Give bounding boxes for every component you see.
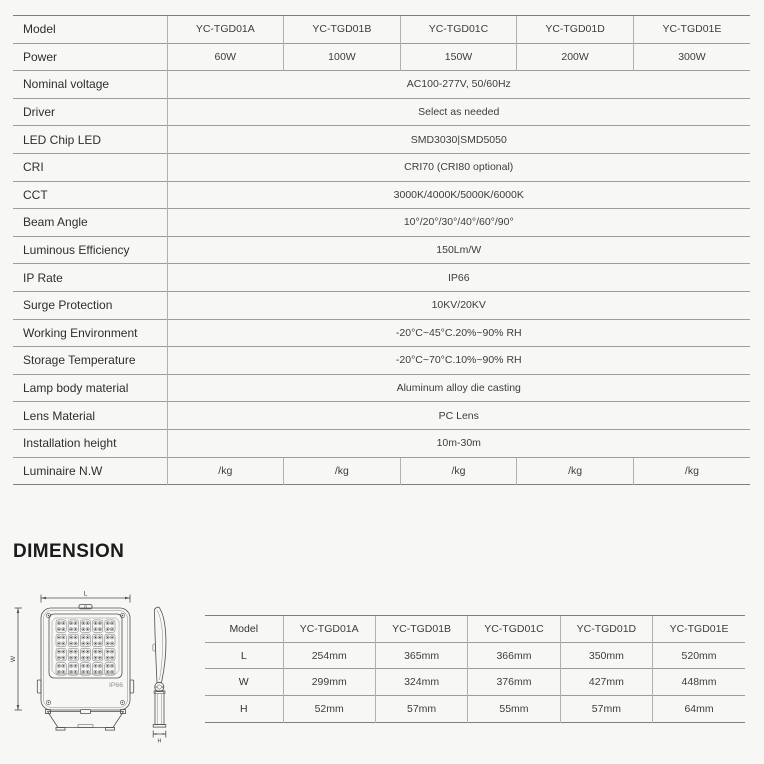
spec-row-ip-rate: [13, 264, 750, 292]
spec-merged-value: CRI70 (CRI80 optional): [167, 153, 750, 181]
spec-value-cell: YC-TGD01C: [400, 16, 517, 44]
spec-row-installation-height: [13, 429, 750, 457]
spec-row-label: Driver: [13, 98, 167, 126]
spec-merged-value: 3000K/4000K/5000K/6000K: [167, 181, 750, 209]
spec-merged-value: IP66: [167, 264, 750, 292]
spec-merged-value: Aluminum alloy die casting: [167, 374, 750, 402]
mounting-bracket: [46, 710, 126, 731]
spec-value-cell: 150W: [400, 43, 517, 71]
dimension-header-row: [205, 616, 745, 643]
spec-merged-value: -20°C~70°C.10%~90% RH: [167, 347, 750, 375]
spec-table: [13, 15, 750, 485]
dimension-value-cell: 64mm: [653, 696, 745, 723]
spec-row-label: Luminous Efficiency: [13, 236, 167, 264]
dimension-value-cell: 57mm: [560, 696, 652, 723]
spec-row-driver: [13, 98, 750, 126]
led-array: [56, 620, 115, 675]
right-lug: [130, 680, 134, 693]
spec-value-cell: YC-TGD01A: [167, 16, 284, 44]
spec-row-label: CCT: [13, 181, 167, 209]
spec-merged-value: AC100-277V, 50/60Hz: [167, 71, 750, 99]
spec-row-label: Model: [13, 16, 167, 44]
dimension-section-title: DIMENSION: [13, 541, 125, 562]
spec-row-label: Nominal voltage: [13, 71, 167, 99]
spec-row-power: [13, 43, 750, 71]
spec-row-label: Storage Temperature: [13, 347, 167, 375]
left-lug: [37, 680, 41, 693]
dimension-line-height: [153, 731, 166, 738]
dimension-value-cell: 254mm: [283, 642, 375, 669]
spec-value-cell: /kg: [167, 457, 284, 485]
spec-row-led-chip-led: [13, 126, 750, 154]
dimension-row-label: W: [205, 669, 283, 696]
spec-value-cell: 300W: [633, 43, 750, 71]
dim-label-l: L: [83, 590, 88, 598]
spec-row-nominal-voltage: [13, 71, 750, 99]
spec-value-cell: /kg: [400, 457, 517, 485]
spec-value-cell: YC-TGD01B: [284, 16, 401, 44]
spec-row-label: Surge Protection: [13, 291, 167, 319]
dimension-header-cell: YC-TGD01B: [375, 616, 467, 643]
spec-value-cell: /kg: [284, 457, 401, 485]
spec-row-label: Lens Material: [13, 402, 167, 430]
spec-row-label: Working Environment: [13, 319, 167, 347]
dim-label-h: H: [157, 738, 162, 745]
dimension-value-cell: 324mm: [375, 669, 467, 696]
dimension-header-cell: YC-TGD01A: [283, 616, 375, 643]
spec-merged-value: SMD3030|SMD5050: [167, 126, 750, 154]
spec-row-cri: [13, 153, 750, 181]
dimension-header-cell: YC-TGD01D: [560, 616, 652, 643]
spec-value-cell: YC-TGD01E: [633, 16, 750, 44]
spec-merged-value: 10m-30m: [167, 429, 750, 457]
spec-row-luminaire-n-w: [13, 457, 750, 485]
spec-value-cell: 100W: [284, 43, 401, 71]
spec-row-label: Power: [13, 43, 167, 71]
spec-row-label: Installation height: [13, 429, 167, 457]
dimension-row-h: [205, 696, 745, 723]
spec-row-label: Beam Angle: [13, 209, 167, 237]
dimension-value-cell: 55mm: [468, 696, 560, 723]
spec-row-label: Lamp body material: [13, 374, 167, 402]
hinge-knuckle: [155, 682, 164, 691]
spec-merged-value: 10°/20°/30°/40°/60°/90°: [167, 209, 750, 237]
spec-row-storage-temperature: [13, 347, 750, 375]
dimension-value-cell: 427mm: [560, 669, 652, 696]
spec-row-lens-material: [13, 402, 750, 430]
dimension-row-l: [205, 642, 745, 669]
spec-row-label: CRI: [13, 153, 167, 181]
dimension-value-cell: 57mm: [375, 696, 467, 723]
dimension-value-cell: 520mm: [653, 642, 745, 669]
spec-row-lamp-body-material: [13, 374, 750, 402]
spec-merged-value: PC Lens: [167, 402, 750, 430]
spec-value-cell: YC-TGD01D: [517, 16, 634, 44]
spec-row-label: IP Rate: [13, 264, 167, 292]
dimension-row-label: L: [205, 642, 283, 669]
spec-row-surge-protection: [13, 291, 750, 319]
floodlight-dimension-drawing: [10, 586, 200, 761]
dimension-table: [205, 615, 745, 723]
dimension-header-cell: YC-TGD01C: [468, 616, 560, 643]
spec-merged-value: 10KV/20KV: [167, 291, 750, 319]
dimension-value-cell: 365mm: [375, 642, 467, 669]
spec-merged-value: -20°C~45°C.20%~90% RH: [167, 319, 750, 347]
spec-value-cell: /kg: [633, 457, 750, 485]
dimension-value-cell: 350mm: [560, 642, 652, 669]
dimension-row-label: H: [205, 696, 283, 723]
spec-value-cell: 200W: [517, 43, 634, 71]
ip-rating-label: IP66: [109, 682, 123, 689]
dimension-value-cell: 366mm: [468, 642, 560, 669]
dimension-value-cell: 52mm: [283, 696, 375, 723]
spec-value-cell: /kg: [517, 457, 634, 485]
spec-row-beam-angle: [13, 209, 750, 237]
spec-row-cct: [13, 181, 750, 209]
dimension-header-cell: YC-TGD01E: [653, 616, 745, 643]
floodlight-front-view: [37, 605, 133, 731]
dimension-value-cell: 376mm: [468, 669, 560, 696]
dim-label-w: W: [10, 655, 17, 663]
dimension-value-cell: 299mm: [283, 669, 375, 696]
floodlight-side-view: [153, 607, 166, 727]
spec-value-cell: 60W: [167, 43, 284, 71]
spec-row-label: Luminaire N.W: [13, 457, 167, 485]
spec-row-luminous-efficiency: [13, 236, 750, 264]
spec-merged-value: Select as needed: [167, 98, 750, 126]
spec-row-working-environment: [13, 319, 750, 347]
spec-merged-value: 150Lm/W: [167, 236, 750, 264]
dimension-header-cell: Model: [205, 616, 283, 643]
spec-row-model: [13, 16, 750, 44]
dimension-value-cell: 448mm: [653, 669, 745, 696]
dimension-row-w: [205, 669, 745, 696]
spec-row-label: LED Chip LED: [13, 126, 167, 154]
